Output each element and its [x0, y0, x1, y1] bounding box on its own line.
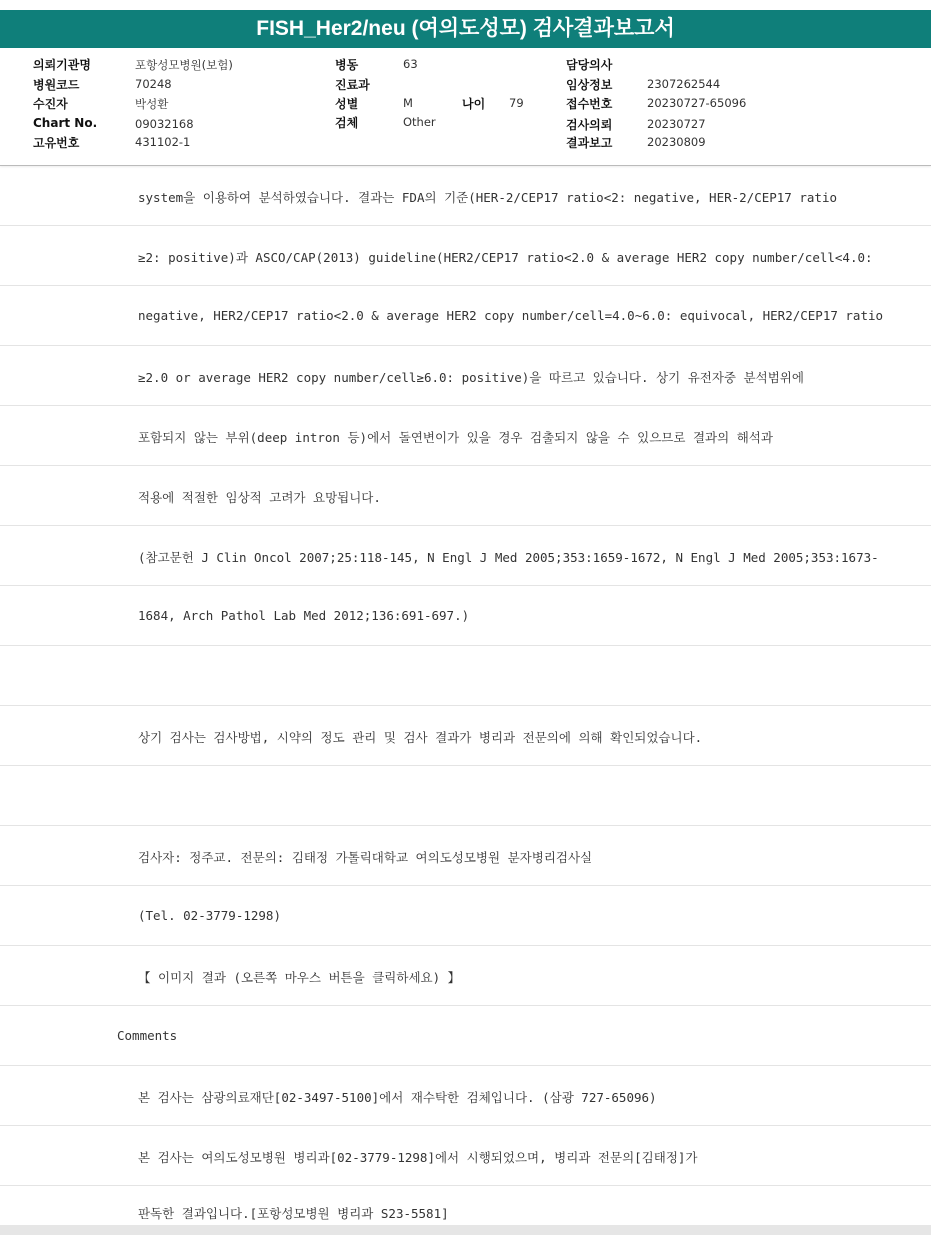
report-line [0, 286, 931, 346]
report-line [0, 466, 931, 526]
report-line [0, 1186, 931, 1225]
patient-label: 수진자 [33, 97, 68, 111]
unique-value: 431102-1 [135, 135, 191, 149]
sex-value: M [403, 96, 413, 110]
age-label: 나이 [462, 97, 486, 111]
report-line [0, 1006, 931, 1066]
report-line [0, 766, 931, 826]
report-line-text: negative, HER2/CEP17 ratio<2.0 & average HER2 copy number/cell=4.0~6.0: equivocal, HER2/CEP17 ratio [138, 308, 884, 323]
chart-value: 09032168 [135, 117, 194, 131]
report-line-text: 본 검사는 여의도성모병원 병리과[02-3779-1298]에서 시행되었으며, 병리과 전문의[김태정]가 [138, 1150, 698, 1165]
report-body[interactable] [0, 166, 931, 1225]
ward-value: 63 [403, 57, 418, 71]
doctor-label: 담당의사 [566, 58, 613, 72]
patient-value: 박성환 [135, 97, 169, 111]
institution-value: 포항성모병원(보험) [135, 58, 233, 72]
sex-label: 성별 [335, 97, 359, 111]
report-line [0, 226, 931, 286]
comments-heading: Comments [117, 1028, 178, 1043]
age-value: 79 [509, 96, 524, 110]
report-line-text: 포함되지 않는 부위(deep intron 등)에서 돌연변이가 있을 경우 검출되지 않을 수 있으므로 결과의 해석과 [138, 430, 773, 445]
report-value: 20230809 [647, 135, 706, 149]
specimen-label: 검체 [335, 116, 359, 130]
report-line [0, 886, 931, 946]
hospital-code-value: 70248 [135, 77, 172, 91]
report-line [0, 526, 931, 586]
scroll-track[interactable] [0, 1225, 931, 1235]
clinical-label: 임상정보 [566, 78, 613, 92]
chart-label: Chart No. [33, 116, 98, 130]
report-line [0, 166, 931, 226]
report-line-text: ≥2.0 or average HER2 copy number/cell≥6.0: positive)을 따르고 있습니다. 상기 유전자중 분석범위에 [138, 370, 804, 385]
report-line [0, 346, 931, 406]
request-value: 20230727 [647, 117, 706, 131]
report-label: 결과보고 [566, 136, 613, 150]
image-result-link[interactable]: 【 이미지 결과 (오른쪽 마우스 버튼을 클릭하세요) 】 [138, 970, 461, 985]
receipt-value: 20230727-65096 [647, 96, 747, 110]
report-line [0, 646, 931, 706]
report-title: FISH_Her2/neu (여의도성모) 검사결과보고서 [0, 10, 931, 48]
report-line-text: 적용에 적절한 임상적 고려가 요망됩니다. [138, 490, 381, 505]
report-line-text: system을 이용하여 분석하였습니다. 결과는 FDA의 기준(HER-2/CEP17 ratio<2: negative, HER-2/CEP17 ratio [138, 190, 837, 205]
report-line-text: ≥2: positive)과 ASCO/CAP(2013) guideline(HER2/CEP17 ratio<2.0 & average HER2 copy number/cell<4.0: [138, 250, 873, 265]
request-label: 검사의뢰 [566, 118, 613, 132]
report-line-text: 상기 검사는 검사방법, 시약의 정도 관리 및 검사 결과가 병리과 전문의에 의해 확인되었습니다. [138, 730, 703, 745]
report-line [0, 706, 931, 766]
patient-info-header [0, 48, 931, 166]
unique-label: 고유번호 [33, 136, 80, 150]
dept-label: 진료과 [335, 78, 370, 92]
report-line-text: 판독한 결과입니다.[포항성모병원 병리과 S23-5581] [138, 1206, 449, 1221]
report-line [0, 1126, 931, 1186]
ward-label: 병동 [335, 58, 359, 72]
report-line [0, 406, 931, 466]
report-line-text: (Tel. 02-3779-1298) [138, 908, 281, 923]
report-line-text: 1684, Arch Pathol Lab Med 2012;136:691-697.) [138, 608, 470, 623]
report-line [0, 586, 931, 646]
report-line-text: (참고문헌 J Clin Oncol 2007;25:118-145, N Engl J Med 2005;353:1659-1672, N Engl J Med 2005;353:1673- [138, 550, 879, 565]
institution-label: 의뢰기관명 [33, 58, 91, 72]
hospital-code-label: 병원코드 [33, 78, 80, 92]
receipt-label: 접수번호 [566, 97, 613, 111]
clinical-value: 2307262544 [647, 77, 721, 91]
report-line [0, 826, 931, 886]
report-line-text: 검사자: 정주교. 전문의: 김태정 가톨릭대학교 여의도성모병원 분자병리검사실 [138, 850, 593, 865]
specimen-value: Other [403, 115, 436, 129]
report-line-text: 본 검사는 삼광의료재단[02-3497-5100]에서 재수탁한 검체입니다. (삼광 727-65096) [138, 1090, 657, 1105]
image-result-link-row[interactable] [0, 946, 931, 1006]
report-line [0, 1066, 931, 1126]
